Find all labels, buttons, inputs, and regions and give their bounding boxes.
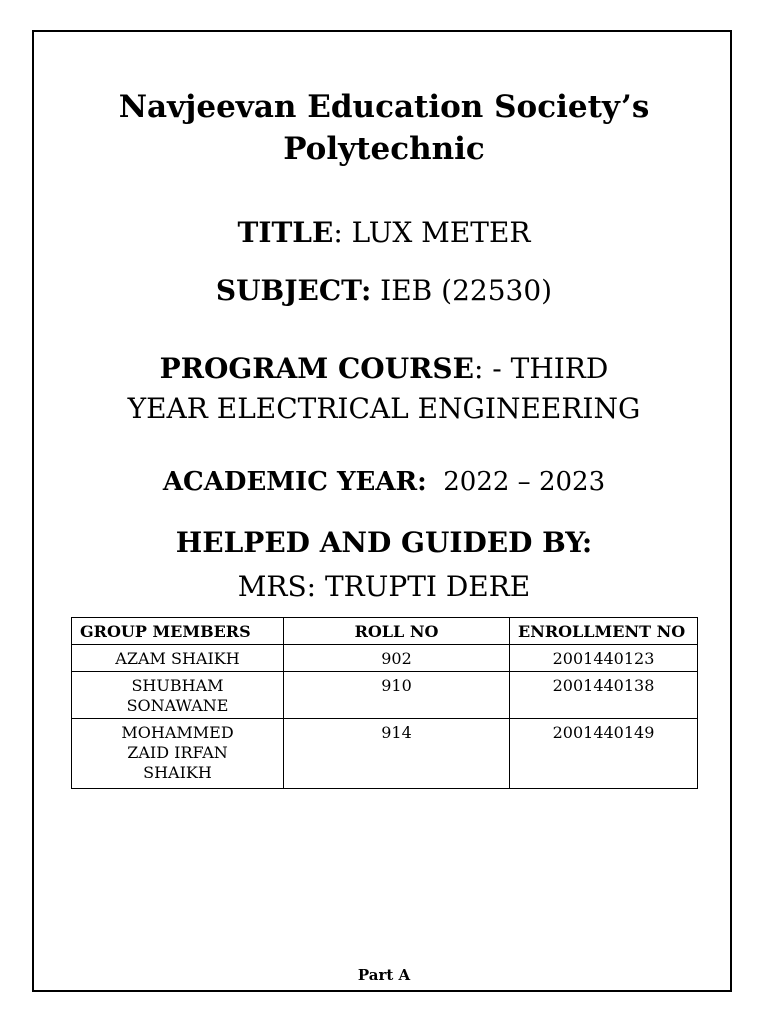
academic-label: ACADEMIC YEAR: (162, 467, 427, 497)
roll-no: 910 (284, 672, 510, 719)
institution-line-2: Polytechnic (283, 131, 485, 167)
title-label: TITLE (237, 216, 334, 249)
program-value-1: THIRD (510, 352, 609, 385)
project-title (0, 216, 768, 250)
enrollment-no: 2001440138 (510, 672, 698, 719)
roll-no: 902 (284, 645, 510, 672)
page-border (32, 30, 732, 992)
guided-by-heading: HELPED AND GUIDED BY: (175, 526, 593, 559)
guide-name: MRS: TRUPTI DERE (237, 570, 531, 603)
table-row (72, 672, 698, 719)
table-header-row (72, 618, 698, 645)
enrollment-no: 2001440149 (510, 719, 698, 789)
title-value: : LUX METER (333, 216, 531, 249)
program-separator: : - (473, 352, 511, 385)
header-roll-no: ROLL NO (284, 618, 510, 645)
member-name: AZAM SHAIKH (72, 645, 284, 672)
program-course-line (0, 352, 768, 386)
member-name: SHUBHAM SONAWANE (72, 672, 284, 719)
subject-label: SUBJECT: (215, 274, 372, 307)
enrollment-no: 2001440123 (510, 645, 698, 672)
academic-year-line (0, 465, 768, 499)
table-row (72, 719, 698, 789)
subject-line (0, 274, 768, 308)
academic-value: 2022 – 2023 (426, 467, 606, 497)
header-enrollment-no: ENROLLMENT NO (510, 618, 698, 645)
table-row (72, 645, 698, 672)
roll-no: 914 (284, 719, 510, 789)
member-name: MOHAMMED ZAID IRFAN SHAIKH (72, 719, 284, 789)
group-members-table (71, 617, 698, 789)
subject-value: IEB (22530) (371, 274, 553, 307)
header-group-members: GROUP MEMBERS (72, 618, 284, 645)
footer-part-label: Part A (357, 966, 411, 984)
institution-line-1: Navjeevan Education Society’s (118, 89, 650, 125)
institution-name (0, 86, 768, 170)
program-label: PROGRAM COURSE (159, 352, 474, 385)
program-value-line-2: YEAR ELECTRICAL ENGINEERING (127, 392, 641, 425)
